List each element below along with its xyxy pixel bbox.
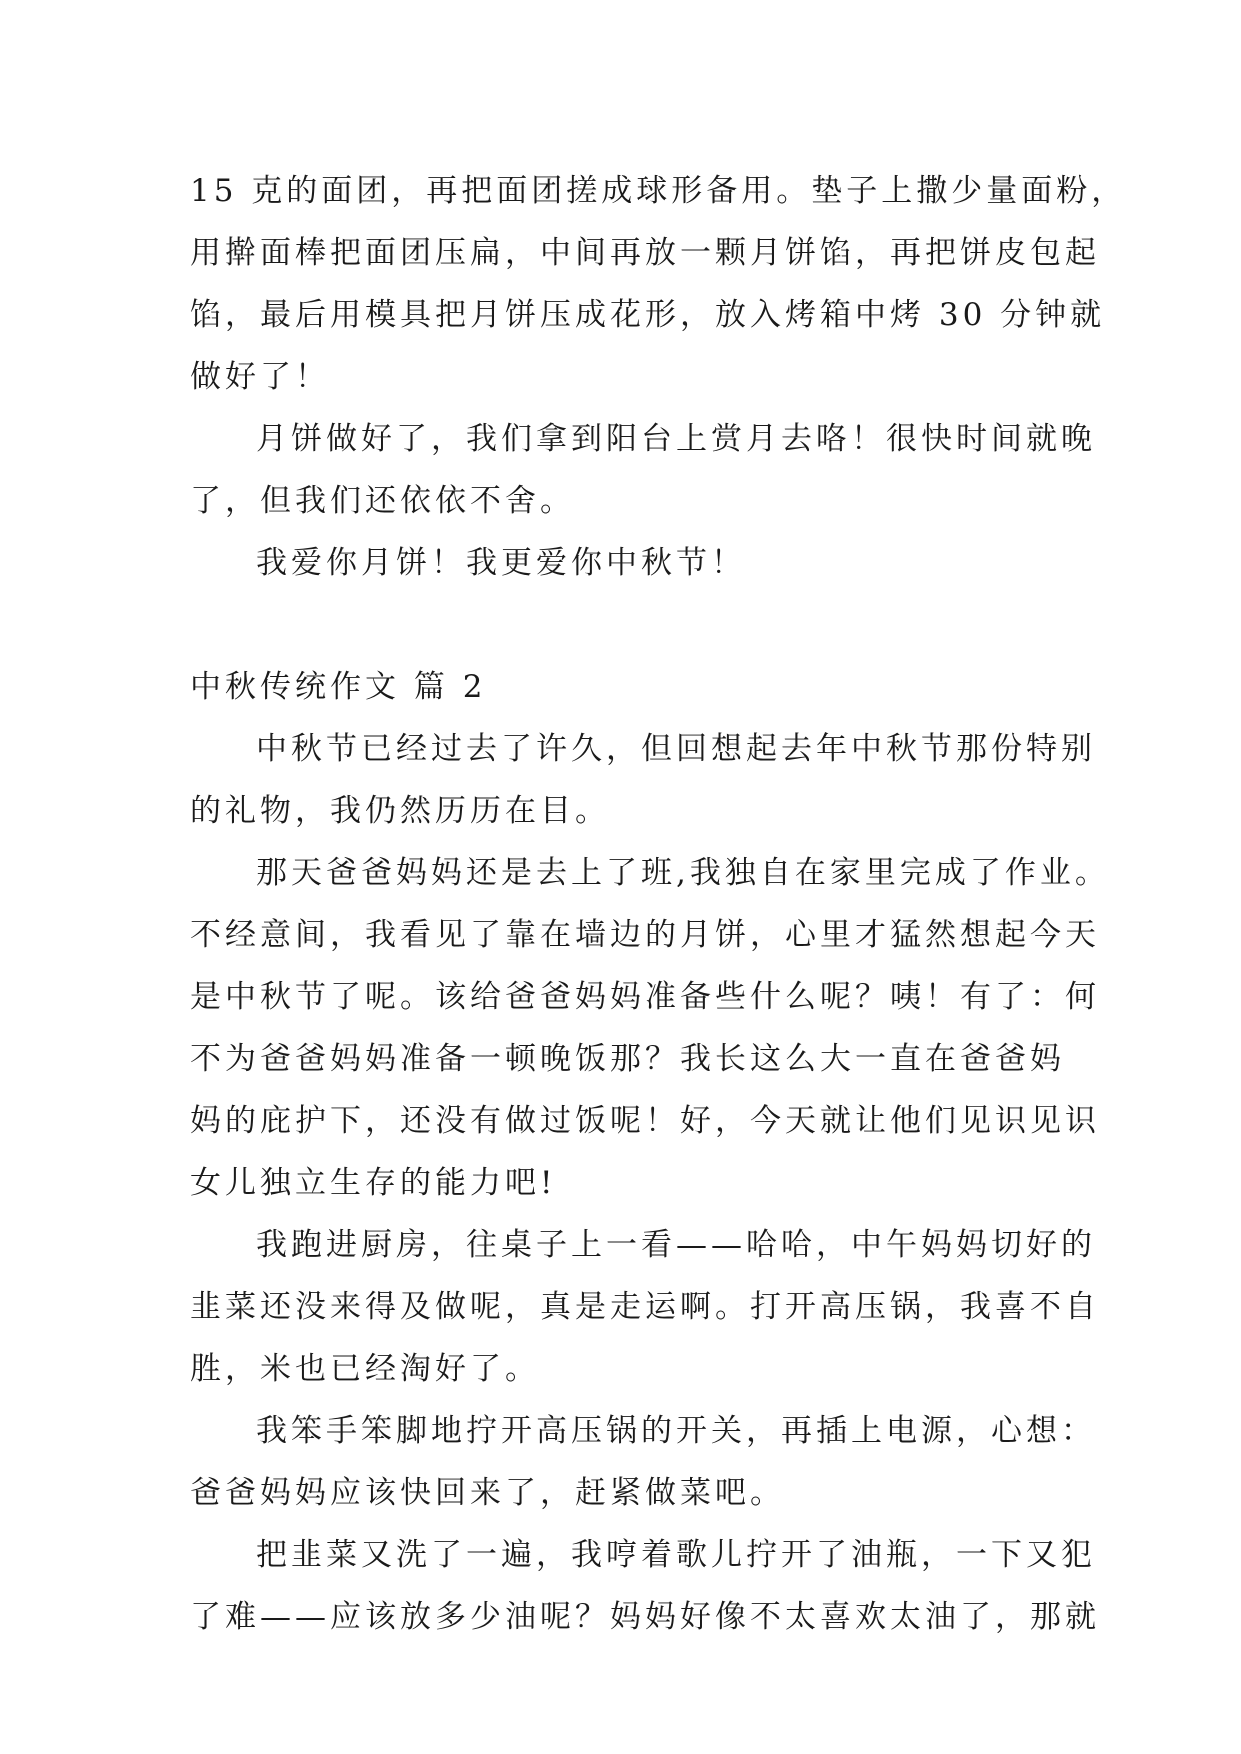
text-line: 了难——应该放多少油呢？妈妈好像不太喜欢太油了，那就 (190, 1599, 1100, 1635)
section-heading: 中秋传统作文 篇 2 (190, 669, 487, 705)
text-line: 爸爸妈妈应该快回来了，赶紧做菜吧。 (190, 1475, 785, 1511)
paragraph (190, 718, 1096, 842)
text-line: 是中秋节了呢。该给爸爸妈妈准备些什么呢？咦！有了：何 (190, 979, 1100, 1015)
text-line: 女儿独立生存的能力吧! (190, 1165, 557, 1201)
paragraph (190, 1400, 1096, 1524)
text-line: 月饼做好了，我们拿到阳台上赏月去咯！很快时间就晚 (256, 421, 1096, 457)
text-line: 不经意间，我看见了靠在墙边的月饼，心里才猛然想起今天 (190, 917, 1100, 953)
text-line: 韭菜还没来得及做呢，真是走运啊。打开高压锅，我喜不自 (190, 1289, 1100, 1325)
paragraph (190, 408, 1096, 532)
text-line: 馅，最后用模具把月饼压成花形，放入烤箱中烤 30 分钟就 (190, 297, 1106, 333)
paragraph (190, 1524, 1100, 1648)
text-line: 那天爸爸妈妈还是去上了班,我独自在家里完成了作业。 (256, 855, 1110, 891)
text-line: 胜，米也已经淘好了。 (190, 1351, 540, 1387)
text-line: 妈的庇护下，还没有做过饭呢！好，今天就让他们见识见识 (190, 1103, 1100, 1139)
text-line: 不为爸爸妈妈准备一顿晚饭那？我长这么大一直在爸爸妈 (190, 1041, 1065, 1077)
paragraph (190, 842, 1110, 1214)
paragraph (190, 1214, 1100, 1400)
text-line: 用擀面棒把面团压扁，中间再放一颗月饼馅，再把饼皮包起 (190, 235, 1100, 271)
section-spacer (190, 594, 1050, 656)
document-page (190, 160, 1127, 1648)
text-line: 把韭菜又洗了一遍，我哼着歌儿拧开了油瓶，一下又犯 (256, 1537, 1096, 1573)
text-line: 的礼物，我仍然历历在目。 (190, 793, 610, 829)
paragraph (190, 532, 1050, 594)
text-line: 15 克的面团，再把面团搓成球形备用。垫子上撒少量面粉， (190, 173, 1127, 209)
paragraph (190, 160, 1127, 408)
text-line: 我跑进厨房，往桌子上一看——哈哈，中午妈妈切好的 (256, 1227, 1096, 1263)
text-line: 做好了！ (190, 359, 330, 395)
text-line: 了，但我们还依依不舍。 (190, 483, 575, 519)
text-line: 我笨手笨脚地拧开高压锅的开关，再插上电源，心想： (256, 1413, 1096, 1449)
text-line: 中秋节已经过去了许久，但回想起去年中秋节那份特别 (256, 731, 1096, 767)
text-line: 我爱你月饼！我更爱你中秋节！ (256, 545, 746, 581)
